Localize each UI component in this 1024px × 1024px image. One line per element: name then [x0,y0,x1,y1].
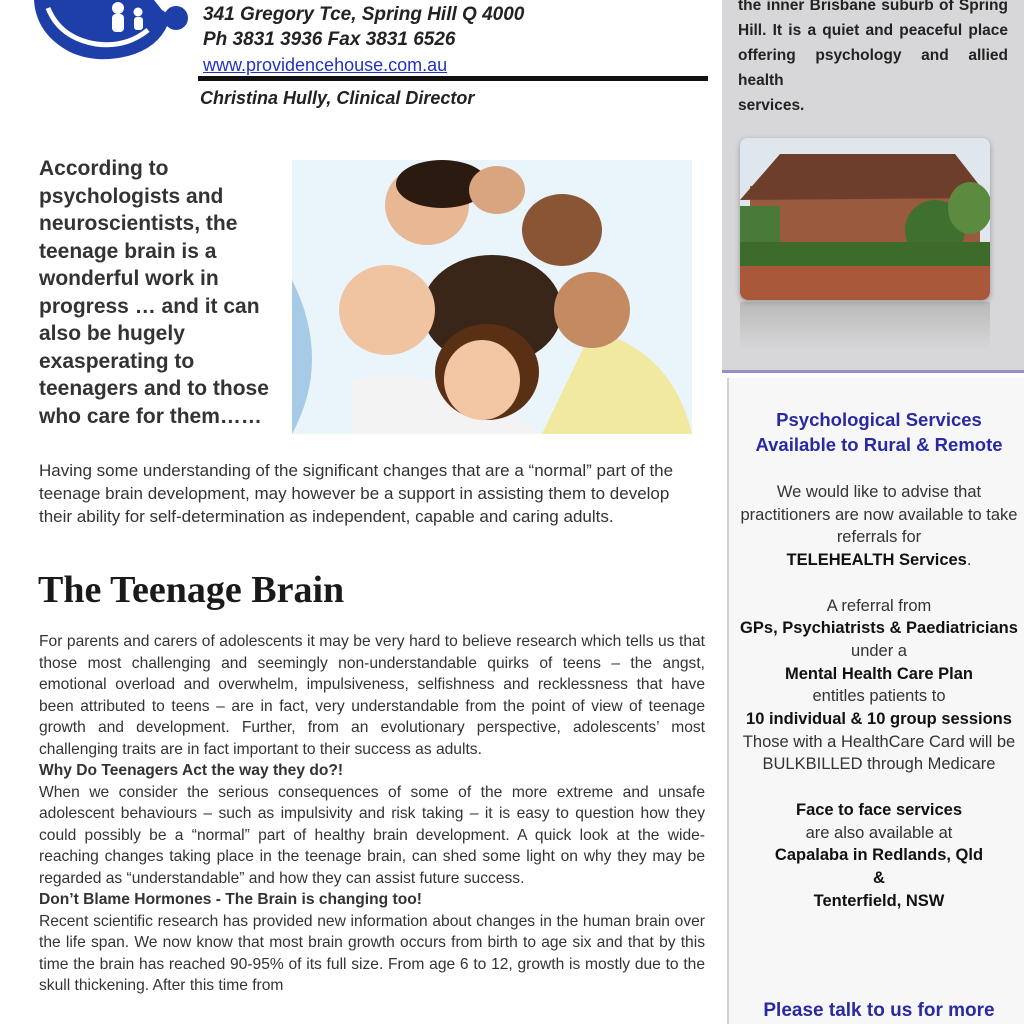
house-photo-reflection [740,302,990,350]
house-roof [740,154,980,200]
house-front-wall [740,266,990,300]
telehealth-intro: We would like to advise that practitioners are now available to take referrals for [740,483,1018,547]
telehealth-services-line [734,549,1024,572]
header-phone: Ph 3831 3936 Fax 3831 6526 [203,29,456,50]
contact-call-to-action: Please talk to us for more [763,1000,995,1021]
mental-health-plan-text: Mental Health Care Plan [785,664,973,683]
entitles-patients: entitles patients to [812,687,946,706]
face-to-face [734,799,1024,822]
rural-heading-line-2: Available to Rural & Remote [755,434,1003,455]
referral-sources-text: GPs, Psychiatrists & Paediatricians [740,619,1018,638]
photo-face-bottom [444,340,520,420]
sidebar-intro-text: the inner Brisbane suburb of Spring Hill. It is a quiet and peaceful place offering psychology and allied health [738,0,1008,89]
referral-sources [734,617,1024,640]
location-capalaba [734,844,1024,867]
house-hedge [740,242,990,270]
header-address: 341 Gregory Tce, Spring Hill Q 4000 [203,4,525,25]
mental-health-plan [734,663,1024,686]
house-photo [740,138,990,300]
rural-services-heading [734,407,1024,457]
article-paragraph-2: When we consider the serious consequences of some of the more extreme and unsafe adolescent behaviours – such as impulsivity and risk taking – it is easy to question how they could possibly be a “normal” part of healthy brain development. A quick look at the wide-reaching changes taking place in the teenage brain, can shed some light on why they may be regarded as “understandable” and how they can assist future success. [39,783,705,887]
location-ampersand-text: & [873,868,885,887]
also-available: are also available at [805,823,953,842]
article-paragraph-3: Recent scientific research has provided new information about changes in the human brain over the life span. We now know that most brain growth occurs from birth to age six and that by this time the brain has reached 90-95% of its full size. From age 6 to 12, growth is mostly due to the skull thickening. After this time from [39,912,705,994]
spacer [734,776,1024,799]
rural-heading-line-1: Psychological Services [776,409,982,430]
teenagers-photo [292,160,692,434]
article-body [39,631,705,997]
article-paragraph-1: For parents and carers of adolescents it may be very hard to believe research which tells us that those most challenging and seemingly non-understandable quirks of teens – the angst, emotional overload and overwhelm, impulsiveness, selfishness and recklessness that have been attributed to teens – are in fact, very understandable from the point of view of teenage growth and development. Further, from an evolutionary perspective, adolescents’ most challenging traits are in fact important to their success as adults. [39,633,705,758]
logo-figure-head-small [134,8,143,17]
logo-figure-body-small [134,17,143,30]
face-to-face-text: Face to face services [795,800,963,819]
photo-face-right [554,272,630,348]
session-count-text: 10 individual & 10 group sessions [746,710,1012,729]
sidebar-divider [722,370,1024,373]
sidebar-intro-last: services. [738,97,805,114]
location-tenterfield [734,890,1024,913]
photo-face-small [469,166,525,214]
website-link[interactable]: www.providencehouse.com.au [203,55,448,75]
location-ampersand [734,867,1024,890]
sidebar-intro [738,0,1008,118]
clinical-director: Christina Hully, Clinical Director [200,88,475,108]
referral-from: A referral from [826,596,932,615]
telehealth-period: . [966,551,972,570]
location-capalaba-text: Capalaba in Redlands, Qld [774,846,984,865]
telehealth-services: TELEHEALTH Services [786,551,967,570]
intro-quote: According to psychologists and neuroscientists, the teenage brain is a wonderful work in progress … and it can also be hugely exasperating to teenagers and to those who care for them…… [39,157,269,428]
logo-figure-body [112,14,124,32]
under-a: under a [851,641,907,660]
logo-figure-head [112,2,124,14]
logo-hand-shape [34,0,168,59]
photo-face-topright [522,194,602,266]
bulkbilling-note: Those with a HealthCare Card will be BULKBILLED through Medicare [742,732,1016,774]
photo-face-left [339,265,435,355]
house-palm [948,182,990,234]
session-count [734,708,1024,731]
spacer [734,572,1024,595]
article-subheading-hormones: Don’t Blame Hormones - The Brain is changing too! [39,891,422,908]
telehealth-notice [734,481,1024,912]
article-subheading-why: Why Do Teenagers Act the way they do?! [39,762,344,779]
intro-paragraph: Having some understanding of the significant changes that are a “normal” part of the teenage brain development, may however be a support in assisting them to develop their ability for self-determination as independent, capable and caring adults. [39,461,674,526]
header-divider [198,76,708,81]
article-title: The Teenage Brain [38,569,345,611]
logo-bubble [164,6,188,30]
location-tenterfield-text: Tenterfield, NSW [813,891,945,910]
logo [30,0,190,72]
